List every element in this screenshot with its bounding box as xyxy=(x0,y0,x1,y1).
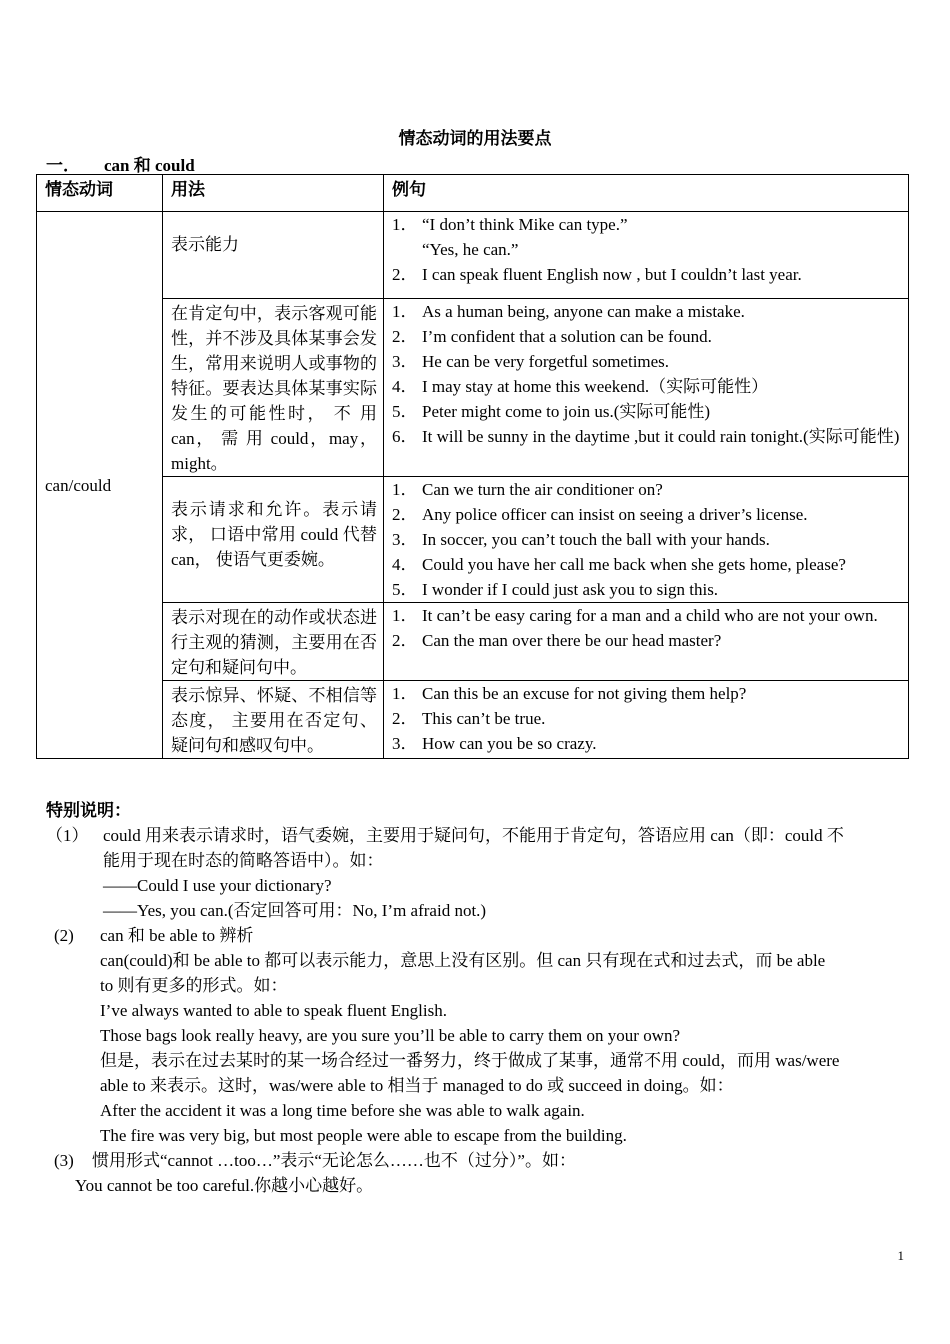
example-number: 5． xyxy=(392,580,418,599)
example-text: It will be sunny in the daytime ,but it could rain tonight.(实际可能性) xyxy=(422,427,900,446)
usage-cell: 表示请求和允许。表示请求， 口语中常用 could 代替 can， 使语气更委婉。 xyxy=(163,477,384,603)
note-1-text: could 用来表示请求时，语气委婉，主要用于疑问句，不能用于肯定句，答语应用 can（即：could 不 xyxy=(103,826,844,845)
note-1-label: （1） xyxy=(46,826,89,845)
example-number: 3． xyxy=(392,352,418,371)
example-item xyxy=(392,262,900,287)
note-2-heading: can 和 be able to 辨析 xyxy=(100,926,254,945)
example-number: 1． xyxy=(392,480,418,499)
page-number: 1 xyxy=(897,1248,904,1263)
example-text: It can’t be easy caring for a man and a child who are not your own. xyxy=(422,606,878,625)
examples-list xyxy=(392,603,900,653)
example-text: Can the man over there be our head master? xyxy=(422,631,722,650)
example-item xyxy=(392,374,900,399)
modal-verb-table xyxy=(36,174,909,759)
examples-list xyxy=(392,477,900,602)
example-text: I can speak fluent English now , but I couldn’t last year. xyxy=(422,265,802,284)
section-heading xyxy=(46,151,195,176)
example-item xyxy=(392,731,900,756)
example-number: 1． xyxy=(392,606,418,625)
section-number: 一． xyxy=(46,156,80,175)
examples-list xyxy=(392,681,900,756)
example-number: 5． xyxy=(392,402,418,421)
table-row xyxy=(37,299,909,477)
example-text: Can we turn the air conditioner on? xyxy=(422,480,663,499)
table-header-row xyxy=(37,175,909,212)
example-number: 2． xyxy=(392,327,418,346)
example-item xyxy=(392,424,900,449)
example-item xyxy=(392,477,900,502)
note-3-example: You cannot be too careful.你越小心越好。 xyxy=(75,1176,374,1195)
example-text: I may stay at home this weekend.（实际可能性） xyxy=(422,377,769,396)
example-number: 1． xyxy=(392,302,418,321)
modal-verb-cell: can/could xyxy=(37,212,163,759)
example-number: 3． xyxy=(392,734,418,753)
examples-cell xyxy=(384,299,909,477)
example-item xyxy=(392,706,900,731)
example-item xyxy=(392,299,900,324)
note-3-heading: 惯用形式“cannot …too…”表示“无论怎么……也不（过分）”。如： xyxy=(92,1151,576,1170)
example-text: “I don’t think Mike can type.” xyxy=(422,215,628,234)
note-1-text: 能用于现在时态的简略答语中）。如： xyxy=(103,851,384,870)
example-text: As a human being, anyone can make a mistake. xyxy=(422,302,745,321)
examples-list xyxy=(392,299,900,449)
example-text: “Yes, he can.” xyxy=(422,240,519,259)
example-number: 2． xyxy=(392,709,418,728)
header-modal-verb: 情态动词 xyxy=(37,175,163,212)
table-row xyxy=(37,603,909,681)
note-2-example: Those bags look really heavy, are you sure you’ll be able to carry them on your own? xyxy=(100,1026,681,1045)
table-row xyxy=(37,681,909,759)
example-item xyxy=(392,577,900,602)
example-item xyxy=(392,324,900,349)
example-text: Peter might come to join us.(实际可能性) xyxy=(422,402,711,421)
example-text: He can be very forgetful sometimes. xyxy=(422,352,670,371)
usage-cell: 表示能力 xyxy=(163,212,384,299)
document-title: 情态动词的用法要点 xyxy=(398,129,552,148)
example-text: Can this be an excuse for not giving them help? xyxy=(422,684,747,703)
example-number: 2． xyxy=(392,265,418,284)
example-text: Any police officer can insist on seeing a driver’s license. xyxy=(422,505,808,524)
note-1-example: ——Could I use your dictionary? xyxy=(103,876,332,895)
example-item xyxy=(392,349,900,374)
example-text: How can you be so crazy. xyxy=(422,734,597,753)
note-3-label: (3) xyxy=(54,1151,74,1170)
example-text: In soccer, you can’t touch the ball with your hands. xyxy=(422,530,770,549)
examples-cell xyxy=(384,603,909,681)
example-item xyxy=(392,552,900,577)
example-item xyxy=(392,399,900,424)
note-2-example: I’ve always wanted to able to speak fluent English. xyxy=(100,1001,447,1020)
section-title: can 和 could xyxy=(104,156,195,175)
usage-cell: 在肯定句中，表示客观可能性，并不涉及具体某事会发生，常用来说明人或事物的特征。要表达具体某事实际发生的可能性时， 不 用 can， 需 用 could，may，might。 xyxy=(163,299,384,477)
example-item xyxy=(392,681,900,706)
example-number: 1． xyxy=(392,215,418,234)
example-text: This can’t be true. xyxy=(422,709,546,728)
examples-list xyxy=(392,212,900,287)
example-item xyxy=(392,527,900,552)
note-2-example: After the accident it was a long time before she was able to walk again. xyxy=(100,1101,585,1120)
example-number: 2． xyxy=(392,631,418,650)
example-item xyxy=(392,603,900,628)
example-text: Could you have her call me back when she gets home, please? xyxy=(422,555,846,574)
note-2-text: able to 来表示。这时，was/were able to 相当于 managed to do 或 succeed in doing。如： xyxy=(100,1076,734,1095)
example-item xyxy=(392,502,900,527)
note-1-example: ——Yes, you can.(否定回答可用：No, I’m afraid not.) xyxy=(103,901,487,920)
example-text: I’m confident that a solution can be found. xyxy=(422,327,712,346)
example-number: 1． xyxy=(392,684,418,703)
note-2-example: The fire was very big, but most people were able to escape from the building. xyxy=(100,1126,627,1145)
notes-heading: 特别说明： xyxy=(46,801,131,820)
note-2-text: to 则有更多的形式。如： xyxy=(100,976,288,995)
example-item xyxy=(392,237,900,262)
table-row xyxy=(37,477,909,603)
example-number: 4． xyxy=(392,377,418,396)
example-number: 4． xyxy=(392,555,418,574)
usage-cell: 表示惊异、怀疑、不相信等态度， 主要用在否定句、疑问句和感叹句中。 xyxy=(163,681,384,759)
example-item xyxy=(392,628,900,653)
example-number: 6． xyxy=(392,427,418,446)
usage-cell: 表示对现在的动作或状态进行主观的猜测，主要用在否定句和疑问句中。 xyxy=(163,603,384,681)
header-usage: 用法 xyxy=(163,175,384,212)
examples-cell xyxy=(384,681,909,759)
header-examples: 例句 xyxy=(384,175,909,212)
example-number: 3． xyxy=(392,530,418,549)
note-2-label: (2) xyxy=(54,926,74,945)
example-text: I wonder if I could just ask you to sign this. xyxy=(422,580,719,599)
note-2-text: can(could)和 be able to 都可以表示能力，意思上没有区别。但 can 只有现在式和过去式，而 be able xyxy=(100,951,826,970)
example-number: 2． xyxy=(392,505,418,524)
note-2-text: 但是，表示在过去某时的某一场合经过一番努力，终于做成了某事，通常不用 could，而用 was/were xyxy=(100,1051,840,1070)
example-item xyxy=(392,212,900,237)
table-row xyxy=(37,212,909,299)
examples-cell xyxy=(384,477,909,603)
table-body xyxy=(37,212,909,759)
examples-cell xyxy=(384,212,909,299)
